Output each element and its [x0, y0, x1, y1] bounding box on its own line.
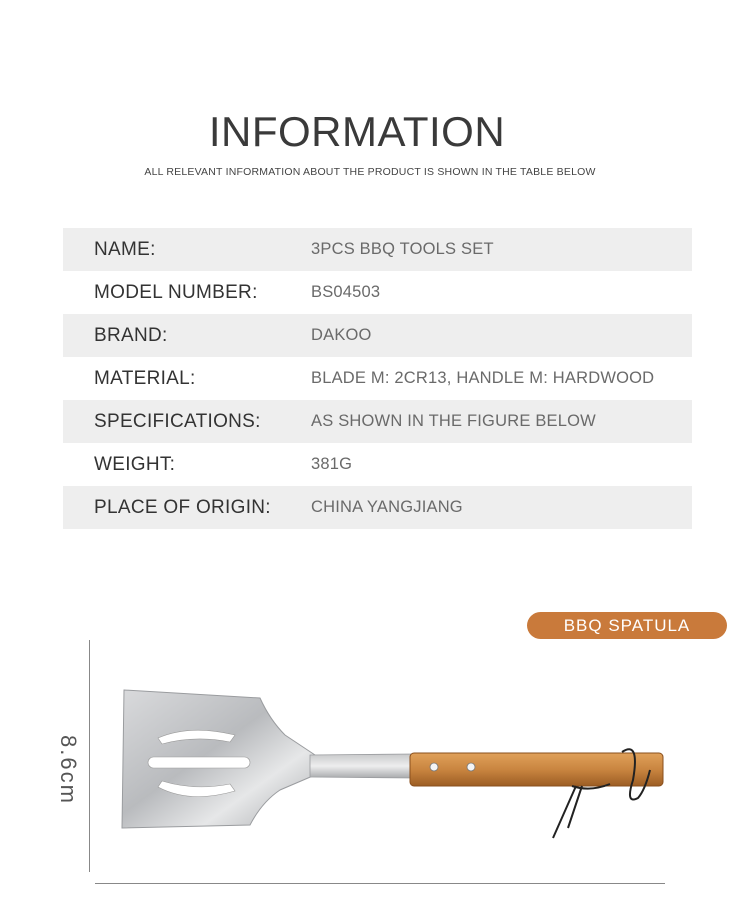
info-table: [63, 228, 692, 529]
product-badge: BBQ SPATULA: [527, 612, 727, 639]
base-line: [95, 883, 665, 884]
row-value: CHINA YANGJIANG: [311, 498, 463, 516]
row-label: PLACE OF ORIGIN:: [94, 496, 271, 518]
table-row: [63, 400, 692, 443]
row-value: AS SHOWN IN THE FIGURE BELOW: [311, 412, 596, 430]
row-label: MODEL NUMBER:: [94, 281, 258, 303]
row-value: DAKOO: [311, 326, 372, 344]
spatula-image: [110, 680, 670, 850]
row-label: SPECIFICATIONS:: [94, 410, 261, 432]
dimension-label: 8.6cm: [56, 735, 81, 805]
dimension-line: [89, 640, 90, 872]
row-label: MATERIAL:: [94, 367, 196, 389]
table-row: [63, 486, 692, 529]
row-label: WEIGHT:: [94, 453, 176, 475]
table-row: [63, 271, 692, 314]
table-row: [63, 314, 692, 357]
row-label: BRAND:: [94, 324, 168, 346]
page-subtitle: ALL RELEVANT INFORMATION ABOUT THE PRODUCT IS SHOWN IN THE TABLE BELOW: [144, 166, 596, 178]
row-value: BS04503: [311, 283, 381, 301]
table-row: [63, 357, 692, 400]
row-label: NAME:: [94, 238, 156, 260]
page-title: INFORMATION: [208, 108, 506, 155]
row-value: 381G: [311, 455, 353, 473]
table-row: [63, 443, 692, 486]
row-value: BLADE M: 2CR13, HANDLE M: HARDWOOD: [311, 369, 655, 387]
row-value: 3PCS BBQ TOOLS SET: [311, 240, 494, 258]
table-row: [63, 228, 692, 271]
